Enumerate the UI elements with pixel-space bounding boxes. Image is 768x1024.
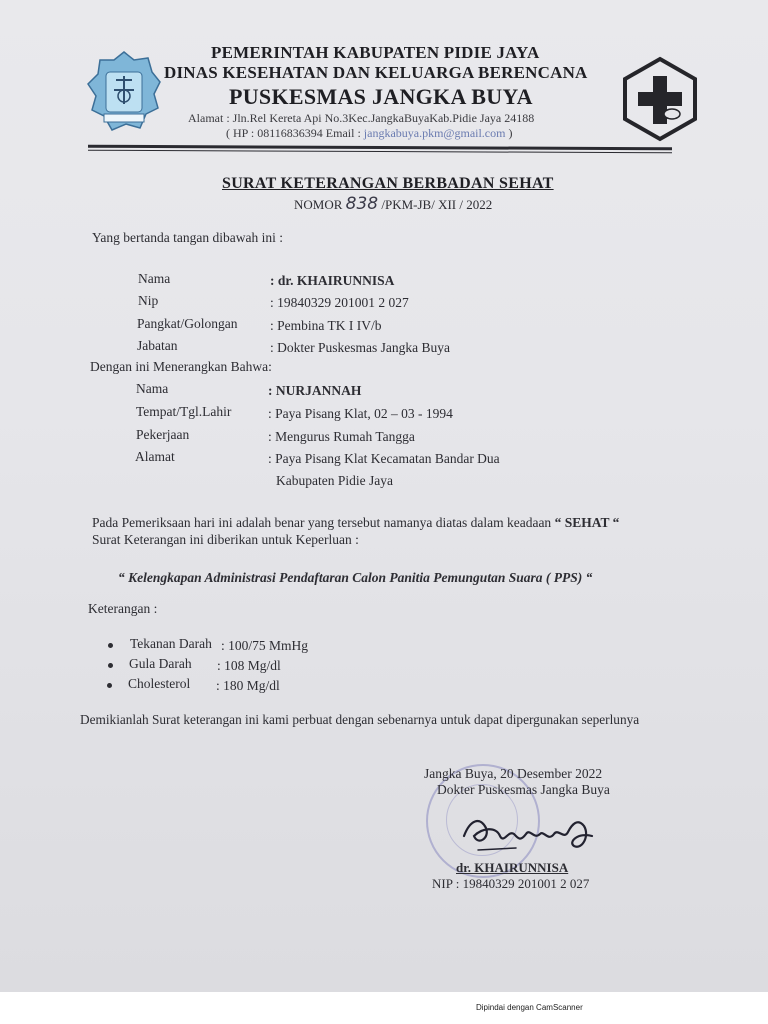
patient-label-birth: Tempat/Tgl.Lahir <box>136 404 232 419</box>
sign-name: dr. KHAIRUNNISA <box>456 860 569 875</box>
header-email: jangkabuya.pkm@gmail.com <box>363 126 506 140</box>
patient-value-job: : Mengurus Rumah Tangga <box>268 429 415 444</box>
bullet-icon <box>108 643 113 648</box>
purpose-intro: Surat Keterangan ini diberikan untuk Keperluan : <box>92 532 359 547</box>
letter-title: SURAT KETERANGAN BERBADAN SEHAT <box>222 175 554 192</box>
note-label-chol: Cholesterol <box>128 676 191 691</box>
scanner-footer <box>0 992 768 1024</box>
signer-label-position: Jabatan <box>137 338 178 353</box>
signer-value-rank: : Pembina TK I IV/b <box>270 318 382 333</box>
patient-address-cont: Kabupaten Pidie Jaya <box>276 473 393 488</box>
handwritten-signature-icon <box>456 806 606 862</box>
patient-value-name: : NURJANNAH <box>268 383 362 398</box>
note-label-bp: Tekanan Darah <box>130 636 212 651</box>
intro-text: Yang bertanda tangan dibawah ini : <box>92 230 283 245</box>
bullet-icon <box>108 663 113 668</box>
exam-status: “ SEHAT “ <box>554 515 620 530</box>
signer-value-position: : Dokter Puskesmas Jangka Buya <box>270 340 450 355</box>
letter-number: NOMOR 838 /PKM-JB/ XII / 2022 <box>294 194 493 214</box>
header-line3: PUSKESMAS JANGKA BUYA <box>229 84 533 109</box>
closing-text: Demikianlah Surat keterangan ini kami perbuat dengan sebenarnya untuk dapat dipergunakan seperlunya <box>80 712 640 727</box>
header-address: Alamat : Jln.Rel Kereta Api No.3Kec.JangkaBuyaKab.Pidie Jaya 24188 <box>188 111 535 125</box>
purpose-text: “ Kelengkapan Administrasi Pendaftaran Calon Panitia Pemungutan Suara ( PPS) “ <box>118 570 593 585</box>
signer-label-rank: Pangkat/Golongan <box>137 316 238 331</box>
header-line1: PEMERINTAH KABUPATEN PIDIE JAYA <box>211 43 540 62</box>
sign-place-date: Jangka Buya, 20 Desember 2022 <box>424 766 603 781</box>
pidie-jaya-logo-icon <box>86 50 162 136</box>
sign-position: Dokter Puskesmas Jangka Buya <box>437 782 610 797</box>
header-line2: DINAS KESEHATAN DAN KELUARGA BERENCANA <box>164 63 588 82</box>
signer-value-nip: : 19840329 201001 2 027 <box>270 295 409 310</box>
declare-text: Dengan ini Menerangkan Bahwa: <box>90 359 272 374</box>
signer-value-name: : dr. KHAIRUNNISA <box>270 273 395 288</box>
patient-label-job: Pekerjaan <box>136 427 190 442</box>
note-value-bp: : 100/75 MmHg <box>221 638 309 653</box>
patient-value-address: : Paya Pisang Klat Kecamatan Bandar Dua <box>268 451 500 466</box>
note-value-sugar: : 108 Mg/dl <box>217 658 281 673</box>
signer-label-name: Nama <box>138 271 171 286</box>
bullet-icon <box>107 683 112 688</box>
patient-value-birth: : Paya Pisang Klat, 02 – 03 - 1994 <box>268 406 453 421</box>
exam-line: Pada Pemeriksaan hari ini adalah benar yang tersebut namanya diatas dalam keadaan “ SEHAT “ <box>92 515 620 530</box>
note-label-sugar: Gula Darah <box>129 656 192 671</box>
scanner-credit: Dipindai dengan CamScanner <box>476 1003 583 1012</box>
puskesmas-logo-icon <box>620 56 700 142</box>
patient-label-name: Nama <box>136 381 169 396</box>
signer-label-nip: Nip <box>138 293 159 308</box>
sign-nip: NIP : 19840329 201001 2 027 <box>432 876 590 891</box>
patient-label-address: Alamat <box>135 449 175 464</box>
notes-label: Keterangan : <box>88 601 158 616</box>
handwritten-number: 838 <box>345 194 379 214</box>
header-contact: ( HP : 08116836394 Email : jangkabuya.pkm@gmail.com ) <box>226 126 513 140</box>
note-value-chol: : 180 Mg/dl <box>216 678 280 693</box>
